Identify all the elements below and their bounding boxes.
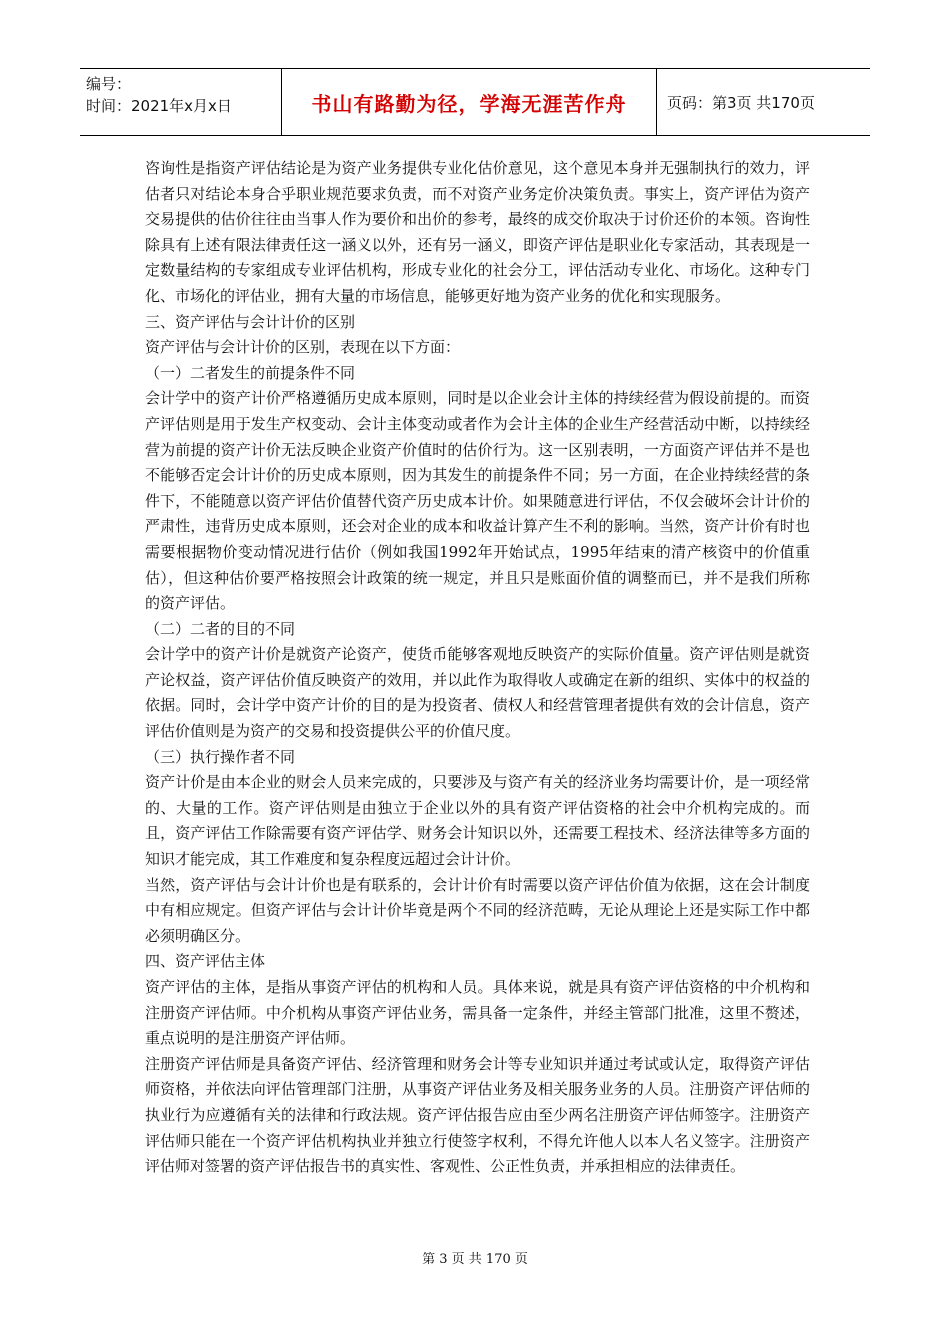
paragraph: 资产计价是由本企业的财会人员来完成的，只要涉及与资产有关的经济业务均需要计价，是一项经常的、大量的工作。资产评估则是由独立于企业以外的具有资产评估资格的社会中介机构完成的。而且，资产评估工作除需要有资产评估学、财务会计知识以外，还需要工程技术、经济法律等多方面的知识才能完成，其工作难度和复杂程度远超过会计计价。 <box>145 773 810 869</box>
header-page-number: 页码：第3页 共170页 <box>667 93 815 112</box>
document-date: 时间：2021年x月x日 <box>86 97 232 115</box>
section-heading: 三、资产评估与会计计价的区别 <box>145 312 356 331</box>
subsection-heading: （二）二者的目的不同 <box>145 619 296 638</box>
document-body <box>145 156 810 1180</box>
paragraph: 资产评估与会计计价的区别，表现在以下方面： <box>145 338 461 357</box>
paragraph: 咨询性是指资产评估结论是为资产业务提供专业化估价意见，这个意见本身并无强制执行的效力，评估者只对结论本身合乎职业规范要求负责，而不对资产业务定价决策负责。事实上，资产评估为资产交易提供的估价往往由当事人作为要价和出价的参考，最终的成交价取决于讨价还价的本领。咨询性除具有上述有限法律责任这一涵义以外，还有另一涵义，即资产评估是职业化专家活动，其表现是一定数量结构的专家组成专业评估机构，形成专业化的社会分工，评估活动专业化、市场化。这种专门化、市场化的评估业，拥有大量的市场信息，能够更好地为资产业务的优化和实现服务。 <box>145 159 810 305</box>
subsection-heading: （一）二者发生的前提条件不同 <box>145 363 356 382</box>
paragraph: 注册资产评估师是具备资产评估、经济管理和财务会计等专业知识并通过考试或认定，取得资产评估师资格，并依法向评估管理部门注册，从事资产评估业务及相关服务业务的人员。注册资产评估师的执业行为应遵循有关的法律和行政法规。资产评估报告应由至少两名注册资产评估师签字。注册资产评估师只能在一个资产评估机构执业并独立行使签字权利，不得允许他人以本人名义签字。注册资产评估师对签署的资产评估报告书的真实性、客观性、公正性负责，并承担相应的法律责任。 <box>145 1054 810 1176</box>
subsection-heading: （三）执行操作者不同 <box>145 747 296 766</box>
document-code-label: 编号： <box>86 75 132 93</box>
paragraph: 会计学中的资产计价是就资产论资产，使货币能够客观地反映资产的实际价值量。资产评估则是就资产论权益，资产评估价值反映资产的效用，并以此作为取得收人或确定在新的组织、实体中的权益的依据。同时，会计学中资产计价的目的是为投资者、债权人和经营管理者提供有效的会计信息，资产评估价值则是为资产的交易和投资提供公平的价值尺度。 <box>145 645 810 741</box>
paragraph: 会计学中的资产计价严格遵循历史成本原则，同时是以企业会计主体的持续经营为假设前提的。而资产评估则是用于发生产权变动、会计主体变动或者作为会计主体的企业生产经营活动中断，以持续经营为前提的资产计价无法反映企业资产价值时的估价行为。这一区别表明，一方面资产评估并不是也不能够否定会计计价的历史成本原则，因为其发生的前提条件不同；另一方面，在企业持续经营的条件下，不能随意以资产评估价值替代资产历史成本计价。如果随意进行评估，不仅会破坏会计计价的严肃性，违背历史成本原则，还会对企业的成本和收益计算产生不利的影响。当然，资产计价有时也需要根据物价变动情况进行估价（例如我国1992年开始试点，1995年结束的清产核资中的价值重估），但这种估价要严格按照会计政策的统一规定，并且只是账面价值的调整而已，并不是我们所称的资产评估。 <box>145 389 810 613</box>
header-meta <box>80 69 282 135</box>
paragraph: 资产评估的主体，是指从事资产评估的机构和人员。具体来说，就是具有资产评估资格的中介机构和注册资产评估师。中介机构从事资产评估业务，需具备一定条件，并经主管部门批准，这里不赘述，重点说明的是注册资产评估师。 <box>145 978 810 1048</box>
header-motto: 书山有路勤为径，学海无涯苦作舟 <box>282 69 657 135</box>
section-heading: 四、资产评估主体 <box>145 952 266 971</box>
page-footer: 第 3 页 共 170 页 <box>422 1252 528 1267</box>
page-header <box>80 68 870 136</box>
paragraph: 当然，资产评估与会计计价也是有联系的，会计计价有时需要以资产评估价值为依据，这在会计制度中有相应规定。但资产评估与会计计价毕竟是两个不同的经济范畴，无论从理论上还是实际工作中都必须明确区分。 <box>145 875 810 945</box>
